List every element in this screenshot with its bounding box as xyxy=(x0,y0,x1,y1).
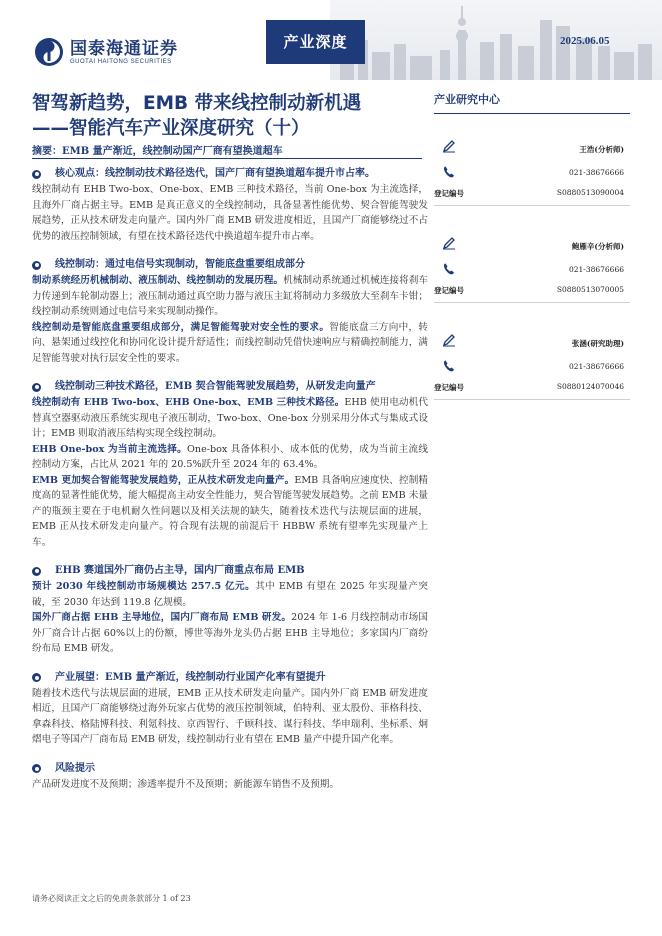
page-footer: 请务必阅读正文之后的免责条款部分 1 of 23 xyxy=(32,894,191,903)
registration-number: S0880513070005 xyxy=(556,285,624,294)
paragraph-text: 随着技术迭代与法规层面的进展，EMB 正从技术研发走向量产。国内外厂商 EMB 研发进度相近，且国产厂商能够绕过海外玩家占优势的液压控制领域，伯特利、亚太股份、菲格科技、拿森科技、格陆博科技、利氪科技、京西智行、千顾科技、谋行科技、华申瑞利、坐标系、炯熠电子等国产厂商布局 EMB 研发，线控制动行业有望在 EMB 量产中提升国产化率。 xyxy=(32,687,428,745)
phone-icon xyxy=(442,261,456,275)
registration-label: 登记编号 xyxy=(434,189,464,198)
page-header xyxy=(0,0,662,80)
section-bullet-icon xyxy=(32,170,41,179)
section-heading-text: 产业展望：EMB 量产渐近，线控制动行业国产化率有望提升 xyxy=(55,671,326,683)
analyst-card xyxy=(434,114,630,211)
section-paragraph xyxy=(32,395,428,442)
title-line-2: ——智能汽车产业深度研究（十） xyxy=(32,118,310,139)
section-heading xyxy=(32,166,428,182)
report-date: 2025.06.05 xyxy=(560,35,610,47)
paragraph-text: EMB 具备响应速度快、控制精度高的显著性能优势，能大幅提高主动安全性能力，契合智能驾驶发展趋势。之前 EMB 未量产的瓶颈主要在于电机耐久性问题以及相关法规的缺失，随着技术迭代与法规层面的进展，EMB 正从技术研发走向量产。符合现有法规的前混后干 HBBW 系统有望率先实现量产上车。 xyxy=(32,474,428,548)
analyst-card xyxy=(434,211,630,308)
logo-mark-icon xyxy=(34,37,64,67)
analyst-sidebar xyxy=(434,91,630,405)
company-logo xyxy=(34,37,178,67)
pen-icon xyxy=(442,332,456,346)
analyst-phone: 021-38676666 xyxy=(568,265,624,274)
section-heading-text: 线控制动三种技术路径，EMB 契合智能驾驶发展趋势，从研发走向量产 xyxy=(55,381,376,392)
analyst-name: 王浩(分析师) xyxy=(579,145,624,154)
registration-number: S0880124070046 xyxy=(556,382,624,391)
section-bullet-icon xyxy=(32,567,41,576)
report-summary: 摘要：EMB 量产渐近，线控制动国产厂商有望换道超车 xyxy=(32,146,283,157)
registration-label: 登记编号 xyxy=(434,286,464,295)
registration-number: S0880513090004 xyxy=(556,188,624,197)
section-heading xyxy=(32,257,428,273)
paragraph-lead: 线控制动有 EHB Two-box、EHB One-box、EMB 三种技术路径。 xyxy=(32,397,345,408)
section-heading-text: 风险提示 xyxy=(55,762,95,774)
content-section xyxy=(32,563,428,657)
section-heading xyxy=(32,761,428,777)
section-heading xyxy=(32,379,428,395)
section-paragraph xyxy=(32,777,428,793)
section-heading xyxy=(32,670,428,686)
section-heading-text: 线控制动：通过电信号实现制动，智能底盘重要组成部分 xyxy=(55,259,305,270)
section-paragraph xyxy=(32,320,428,367)
section-heading xyxy=(32,563,428,579)
section-paragraph xyxy=(32,579,428,610)
paragraph-lead: 预计 2030 年线控制动市场规模达 257.5 亿元。 xyxy=(32,581,256,592)
section-paragraph xyxy=(32,610,428,657)
section-bullet-icon xyxy=(32,383,41,392)
paragraph-lead: EMB 更加契合智能驾驶发展趋势，正从技术研发走向量产。 xyxy=(32,474,295,486)
paragraph-text: 机械制动系统通过机械连接将刹车力传递到车轮制动器上；液压制动通过真空助力器与液压主缸将制动力多级放大至刹车卡钳；线控制动系统则通过电信号来实现制动操作。 xyxy=(32,275,429,317)
content-section xyxy=(32,257,428,366)
paragraph-text: One-box 具备体积小、成本低的优势，成为当前主流线控制动方案，占比从 2021 年的 20.5%跃升至 2024 年的 63.4%。 xyxy=(32,443,428,470)
analyst-name: 张涵(研究助理) xyxy=(571,339,624,348)
sidebar-title: 产业研究中心 xyxy=(434,91,630,114)
content-section xyxy=(32,379,428,550)
paragraph-text: EHB 使用电动机代替真空器驱动液压系统实现电子液压制动，Two-box、One-box 分别采用分体式与集成式设计；EMB 则取消液压结构实现全线控制动。 xyxy=(32,397,428,439)
analyst-name: 鲍雁辛(分析师) xyxy=(571,242,624,251)
content-section xyxy=(32,670,428,748)
paragraph-lead: 国外厂商占据 EHB 主导地位，国内厂商布局 EMB 研发。 xyxy=(32,612,292,623)
section-paragraph xyxy=(32,686,428,748)
title-line-1: 智驾新趋势，EMB 带来线控制动新机遇 xyxy=(32,93,362,114)
analyst-phone: 021-38676666 xyxy=(568,168,624,177)
pen-icon xyxy=(442,138,456,152)
section-heading-text: 核心观点：线控制动技术路径迭代，国产厂商有望换道超车提升市占率。 xyxy=(55,168,375,179)
paragraph-text: 智能底盘三方向中，转向、悬架通过线控化和协同化设计提升舒适性；而线控制动凭借快速响应与精确控制能力，满足智能驾驶对执行层安全性的要求。 xyxy=(32,321,429,364)
report-title xyxy=(32,91,412,141)
divider xyxy=(32,158,422,159)
section-bullet-icon xyxy=(32,764,41,773)
pen-icon xyxy=(442,235,456,249)
paragraph-lead: 线控制动是智能底盘重要组成部分，满足智能驾驶对安全性的要求。 xyxy=(32,321,330,333)
paragraph-text: 线控制动有 EHB Two-box、One-box、EMB 三种技术路径，当前 One-box 为主流选择，且海外厂商占据主导。EMB 是真正意义的全线控制动，具备显著性能优势、契合智能驾驶发展趋势，正从技术研发走向量产。国内外厂商 EMB 研发进度相近，且国产厂商能够绕过不占优势的液压控制领域，有望在技术路径迭代中换道超车提升市占率。 xyxy=(32,184,428,242)
logo-chinese-name: 国泰海通证券 xyxy=(70,38,178,59)
city-skyline-image xyxy=(330,0,662,80)
content-section xyxy=(32,761,428,793)
report-type-badge: 产业深度 xyxy=(266,20,365,64)
paragraph-lead: 制动系统经历机械制动、液压制动、线控制动的发展历程。 xyxy=(32,275,284,286)
section-paragraph xyxy=(32,442,428,473)
main-content xyxy=(32,166,428,805)
paragraph-text: 其中 EMB 有望在 2025 年实现量产突破，至 2030 年达到 119.8 亿规模。 xyxy=(32,581,428,608)
section-paragraph xyxy=(32,182,428,244)
paragraph-text: 产品研发进度不及预期；渗透率提升不及预期；新能源车销售不及预期。 xyxy=(32,778,339,790)
paragraph-text: 2024 年 1-6 月线控制动市场国外厂商合计占据 60%以上的份额，博世等海外龙头仍占据 EHB 主导地位；多家国内厂商纷纷布局 EMB 研发。 xyxy=(32,612,428,654)
phone-icon xyxy=(442,358,456,372)
registration-label: 登记编号 xyxy=(434,383,464,392)
analyst-list xyxy=(434,114,630,405)
analyst-card xyxy=(434,308,630,405)
section-heading-text: EHB 赛道国外厂商仍占主导，国内厂商重点布局 EMB xyxy=(55,565,305,576)
logo-english-name: GUOTAI HAITONG SECURITIES xyxy=(70,58,172,65)
section-bullet-icon xyxy=(32,261,41,270)
section-paragraph xyxy=(32,273,428,320)
phone-icon xyxy=(442,164,456,178)
paragraph-lead: EHB One-box 为当前主流选择。 xyxy=(32,443,188,455)
section-paragraph xyxy=(32,473,428,551)
analyst-phone: 021-38676666 xyxy=(568,362,624,371)
section-bullet-icon xyxy=(32,673,41,682)
content-section xyxy=(32,166,428,244)
